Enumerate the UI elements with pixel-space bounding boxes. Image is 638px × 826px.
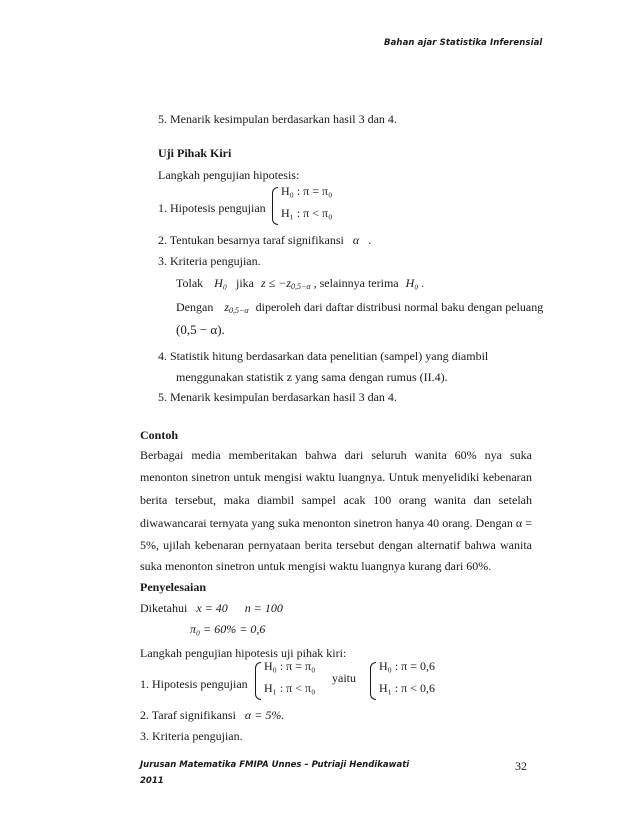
step-5-repeat: 5. Menarik kesimpulan berdasarkan hasil 3 dan 4. — [158, 390, 397, 404]
peluang-expression: (0,5 − α). — [176, 322, 225, 337]
example-line-last: suka menonton sinetron untuk mengisi waktu luangnya kurang dari 60%. — [140, 559, 492, 573]
solution-step-1-label: 1. Hipotesis pengujian — [140, 677, 248, 691]
solution-h0: H₀ : π = π₀ — [264, 659, 316, 673]
yaitu-word: yaitu — [332, 671, 356, 685]
example-line: Berbagai media memberitakan bahwa dari seluruh wanita 60% nya suka — [140, 448, 532, 462]
accept-h0: H₀ . — [405, 276, 425, 290]
alpha-symbol: α — [352, 233, 360, 247]
step-2 — [158, 233, 371, 248]
step-2-label: 2. Tentukan besarnya taraf signifikansi — [158, 233, 344, 247]
solution-step-2 — [140, 708, 284, 723]
step-4-line-1: 4. Statistik hitung berdasarkan data penelitian (sampel) yang diambil — [158, 349, 489, 363]
solution-heading: Penyelesaian — [140, 580, 206, 594]
example-line: diwawancarai ternyata yang suka menonton sinetron hanya 40 orang. Dengan α = — [140, 516, 532, 530]
given-n: n = 100 — [244, 601, 283, 615]
reject-rule — [176, 276, 424, 291]
step-3: 3. Kriteria pengujian. — [158, 254, 261, 268]
reject-word: Tolak — [176, 276, 204, 290]
example-line: menonton sinetron untuk mengisi waktu luangnya. Untuk menyelidiki kebenaran — [140, 470, 532, 484]
solution-h1-value: H₁ : π < 0,6 — [379, 681, 436, 695]
reject-h0: H₀ — [214, 276, 227, 290]
given-pi0: π₀ = 60% = 0,6 — [190, 622, 266, 636]
h1-formula: H₁ : π < π₀ — [281, 206, 333, 220]
dengan-rest: diperoleh dari daftar distribusi normal baku dengan peluang — [255, 300, 544, 314]
given-line — [140, 601, 283, 616]
section-heading-left-tail: Uji Pihak Kiri — [158, 146, 232, 160]
brace-solution-general — [255, 662, 261, 700]
header-title: Bahan ajar Statistika Inferensial — [384, 38, 543, 48]
given-word: Diketahui — [140, 601, 188, 615]
z-formula: z ≤ −z — [261, 276, 292, 290]
dengan-word: Dengan — [176, 300, 214, 314]
example-line: 5%, ujilah kebenaran pernyataan berita tersebut dengan alternatif bahwa wanita — [140, 538, 532, 552]
steps-intro: Langkah pengujian hipotesis: — [158, 168, 300, 182]
reject-rest: , selainnya terima — [313, 276, 399, 290]
solution-h0-value: H₀ : π = 0,6 — [379, 659, 436, 673]
example-line: berita tersebut, maka diambil sampel acak 100 orang wanita dan setelah — [140, 493, 532, 507]
example-heading: Contoh — [140, 428, 179, 442]
dengan-line — [176, 300, 543, 315]
dengan-z-subscript: 0,5−α — [229, 306, 249, 315]
z-subscript: 0,5−α — [291, 282, 311, 291]
solution-alpha-value: α = 5%. — [244, 708, 285, 722]
footer-year: 2011 — [140, 776, 164, 786]
step-2-end: . — [368, 233, 372, 247]
dengan-z: z — [224, 300, 229, 314]
solution-step-2-label: 2. Taraf signifikansi — [140, 708, 236, 722]
page-number: 32 — [515, 759, 527, 773]
solution-step-3: 3. Kriteria pengujian. — [140, 729, 243, 743]
given-x: x = 40 — [196, 601, 228, 615]
brace-solution-values — [370, 662, 376, 700]
step-5: 5. Menarik kesimpulan berdasarkan hasil 3 dan 4. — [158, 112, 397, 126]
if-word: jika — [236, 276, 254, 290]
footer-institution: Jurusan Matematika FMIPA Unnes – Putriaji Hendikawati — [140, 760, 410, 770]
brace-hypothesis — [272, 187, 278, 225]
h0-formula: H₀ : π = π₀ — [281, 184, 333, 198]
step-4-line-2: menggunakan statistik z yang sama dengan rumus (II.4). — [176, 370, 448, 384]
solution-steps-intro: Langkah pengujian hipotesis uji pihak kiri: — [140, 646, 347, 660]
step-1-label: 1. Hipotesis pengujian — [158, 201, 266, 215]
solution-h1: H₁ : π < π₀ — [264, 681, 316, 695]
